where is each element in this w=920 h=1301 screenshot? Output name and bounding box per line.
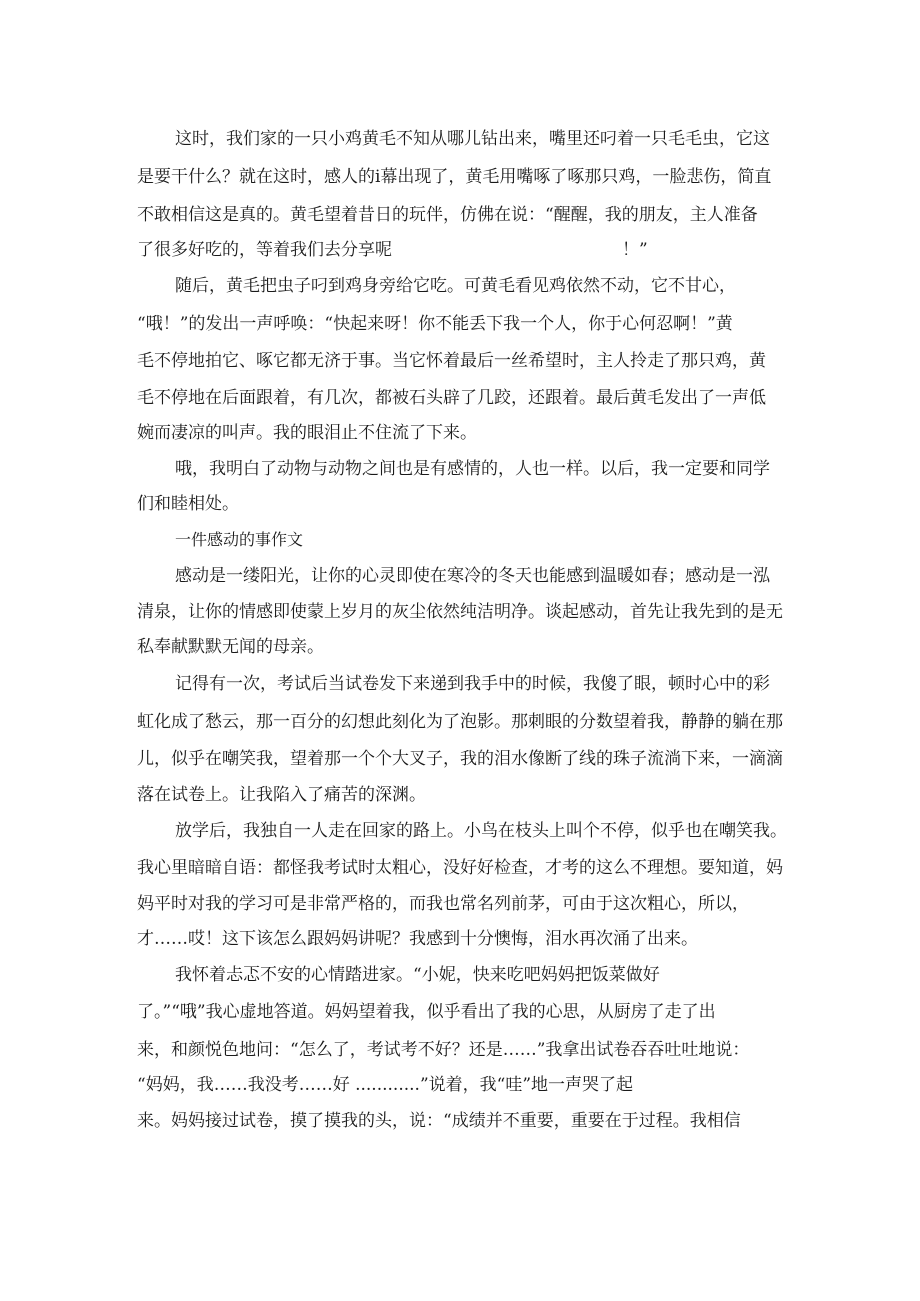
text-line: 哦，我明白了动物与动物之间也是有感情的，人也一样。以后，我一定要和同学 — [175, 459, 770, 479]
text-line: 妈平时对我的学习可是非常严格的，而我也常名列前茅，可由于这次粗心，所以， — [137, 894, 749, 914]
text-line: 这时，我们家的一只小鸡黄毛不知从哪儿钻出来，嘴里还叼着一只毛毛虫，它这 — [175, 129, 770, 149]
text-line: 来，和颜悦色地问：“怎么了，考试考不好？还是……”我拿出试卷吞吞吐吐地说： — [137, 1040, 750, 1060]
text-line: 不敢相信这是真的。黄毛望着昔日的玩伴，仿佛在说：“醒醒，我的朋友，主人准备 — [137, 205, 758, 225]
text-line: 们和睦相处。 — [137, 494, 239, 514]
section-heading: 一件感动的事作文 — [175, 530, 304, 549]
text-line: 记得有一次，考试后当试卷发下来递到我手中的时候，我傻了眼，顿时心中的彩 — [175, 674, 770, 694]
text-line: 儿，似乎在嘲笑我，望着那一个个大叉子，我的泪水像断了线的珠子流淌下来，一滴滴 — [137, 749, 783, 769]
text-line: “哦！”的发出一声呼唤：“快起来呀！你不能丢下我一个人，你于心何忍啊！”黄 — [137, 314, 733, 334]
text-line: 我怀着忐忑不安的心情踏进家。“小妮，快来吃吧妈妈把饭菜做好 — [175, 965, 660, 985]
text-line: ！” — [622, 240, 648, 260]
text-line: 了很多好吃的，等着我们去分享呢 — [137, 240, 392, 260]
text-line: 了。”“哦”我心虚地答道。妈妈望着我，似乎看出了我的心思，从厨房了走了出 — [137, 1002, 716, 1022]
text-line: 毛不停地拍它、啄它都无济于事。当它怀着最后一丝希望时，主人拎走了那只鸡，黄 — [137, 351, 766, 371]
text-line: 放学后，我独自一人走在回家的路上。小鸟在枝头上叫个不停，似乎也在嘲笑我。 — [175, 821, 787, 841]
text-line: 落在试卷上。让我陷入了痛苦的深渊。 — [137, 785, 426, 805]
text-line: 来。妈妈接过试卷，摸了摸我的头，说：“成绩并不重要，重要在于过程。我相信 — [137, 1111, 741, 1131]
text-line: 毛不停地在后面跟着，有几次，都被石头辟了几跤，还跟着。最后黄毛发出了一声低 — [137, 388, 766, 408]
text-line: 私奉献默默无闻的母亲。 — [137, 637, 324, 657]
text-line: 虹化成了愁云，那一百分的幻想此刻化为了泡影。那刺眼的分数望着我，静静的躺在那 — [137, 712, 783, 732]
text-line: 随后，黄毛把虫子叼到鸡身旁给它吃。可黄毛看见鸡依然不动，它不甘心， — [175, 276, 736, 296]
text-line: 我心里暗暗自语：都怪我考试时太粗心，没好好检查，才考的这么不理想。要知道，妈 — [137, 858, 783, 878]
text-line: 才……哎！这下该怎么跟妈妈讲呢？我感到十分懊悔，泪水再次涌了出来。 — [137, 929, 698, 949]
text-line: 感动是一缕阳光，让你的心灵即使在寒冷的冬天也能感到温暖如春；感动是一泓 — [175, 566, 770, 586]
text-line: 婉而凄凉的叫声。我的眼泪止不住流了下来。 — [137, 423, 477, 443]
text-line: 清泉，让你的情感即使蒙上岁月的灰尘依然纯洁明净。谈起感动，首先让我先到的是无 — [137, 602, 783, 622]
text-line: “妈妈，我……我没考……好 ............”说着，我“哇”地一声哭了起 — [137, 1075, 634, 1095]
text-line: 是要干什么？就在这时，感人的i幕出现了，黄毛用嘴啄了啄那只鸡，一脸悲伤，简直 — [137, 167, 772, 187]
